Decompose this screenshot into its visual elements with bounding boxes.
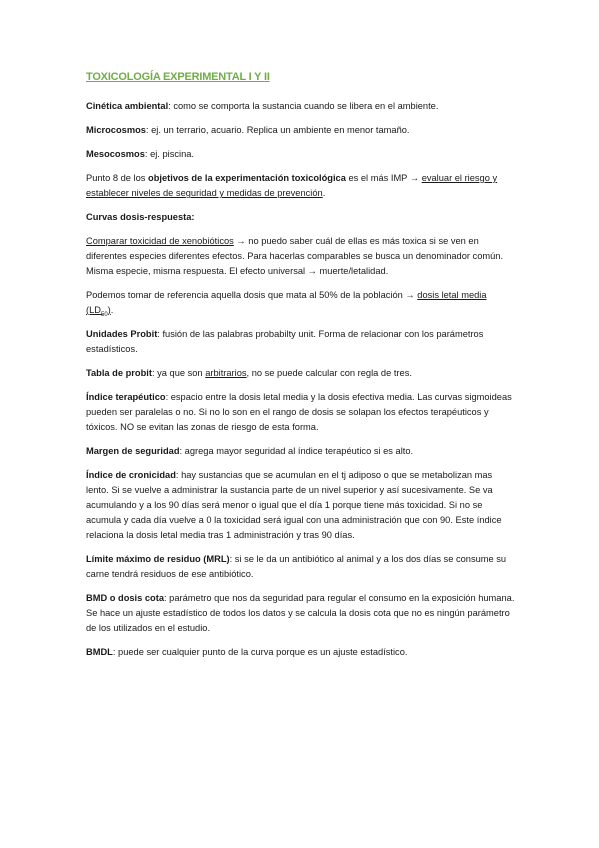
term-cinetica: Cinética ambiental: [86, 101, 169, 111]
underlined-arbitrarios: arbitrarios: [205, 368, 247, 378]
text-probit: : fusión de las palabras probabilty unit. Forma de relacionar con los parámetros estadísticos.: [86, 329, 484, 354]
paragraph-probit: [86, 327, 516, 357]
paragraph-bmdl: [86, 645, 516, 660]
paragraph-mrl: [86, 552, 516, 582]
paragraph-indice: [86, 390, 516, 435]
term-tabla: Tabla de probit: [86, 368, 152, 378]
term-mrl: Límite máximo de residuo (MRL): [86, 554, 230, 564]
text-punto8-end: .: [322, 188, 326, 198]
text-podemos: Podemos tomar de referencia aquella dosis que mata al 50% de la población →: [86, 290, 418, 300]
term-bmd: BMD o dosis cota: [86, 593, 164, 603]
paragraph-podemos: [86, 288, 516, 318]
term-objetivos: objetivos de la experimentación toxicológica: [148, 173, 346, 183]
document-title: TOXICOLOGÍA EXPERIMENTAL I Y II: [86, 71, 270, 83]
paragraph-microcosmos: [86, 123, 516, 138]
text-bmd: : parámetro que nos da seguridad para regular el consumo en la exposición humana. Se hace un ajuste estadístico de todos los datos y se calcula la dosis cota que no es ningún parámetro de los utilizados en el estudio.: [86, 593, 515, 633]
dosis-letal-label: dosis letal media (LD: [86, 290, 487, 315]
paragraph-mesocosmos: [86, 147, 516, 162]
term-mesocosmos: Mesocosmos: [86, 149, 145, 159]
term-bmdl: BMDL: [86, 647, 113, 657]
document-page: [86, 70, 516, 669]
term-microcosmos: Microcosmos: [86, 125, 146, 135]
text-cronicidad: : hay sustancias que se acumulan en el tj adiposo o que se metabolizan mas lento. Si se vuelve a administrar la sustancia parte de un nivel superior y así sucesivamente. Se va acumulando y a los 90 días será menor o igual que el día 1 porque tiene más toxicidad. Si no se acumula y cada día vuelve a 0 la toxicidad será igual con una administración que con 90. Este índice relaciona la dosis letal media tras 1 administración y tras 90 días.: [86, 470, 502, 540]
text-microcosmos: : ej. un terrario, acuario. Replica un ambiente en menor tamaño.: [145, 125, 410, 135]
text-comparar: → no puedo saber cuál de ellas es más toxica si se ven en diferentes especies diferentes efectos. Para hacerlas comparables se busca un denominador común. Misma especie, misma respuesta. El efecto universal → muerte/letalidad.: [86, 236, 504, 276]
text-tabla-pre: : ya que son: [151, 368, 206, 378]
paragraph-bmd: [86, 591, 516, 636]
underlined-comparar: Comparar toxicidad de xenobióticos: [86, 236, 234, 246]
text-cinetica: : como se comporta la sustancia cuando se libera en el ambiente.: [168, 101, 439, 111]
text-indice: : espacio entre la dosis letal media y la dosis efectiva media. Las curvas sigmoideas pueden ser paralelas o no. Si no lo son en el rango de dosis se solapan los efectos terapéuticos y tóxicos. NO se evitan las zonas de riesgo de esta forma.: [86, 392, 512, 432]
paragraph-punto8: [86, 171, 516, 201]
text-margen: : agrega mayor seguridad al índice terapéutico si es alto.: [179, 446, 414, 456]
text-mrl: : si se le da un antibiótico al animal y a los dos días se consume su carne tendrá residuos de ese antibiótico.: [86, 554, 507, 579]
paragraph-cinetica: [86, 99, 516, 114]
term-probit: Unidades Probit: [86, 329, 158, 339]
ld-subscript: 50: [100, 311, 108, 318]
text-punto8-mid: es el más IMP →: [345, 173, 422, 183]
term-cronicidad: Índice de cronicidad: [86, 470, 176, 480]
paragraph-tabla: [86, 366, 516, 381]
paragraph-margen: [86, 444, 516, 459]
term-margen: Margen de seguridad: [86, 446, 180, 456]
term-indice: Índice terapéutico: [86, 392, 166, 402]
dosis-letal-close: ): [107, 305, 111, 315]
text-podemos-end: .: [110, 305, 114, 315]
text-punto8-pre: Punto 8 de los: [86, 173, 149, 183]
paragraph-comparar: [86, 234, 516, 279]
text-bmdl: : puede ser cualquier punto de la curva porque es un ajuste estadístico.: [112, 647, 408, 657]
heading-curvas: Curvas dosis-respuesta:: [86, 212, 195, 222]
underlined-evaluar-riesgo: evaluar el riesgo y establecer niveles de seguridad y medidas de prevención: [86, 173, 498, 198]
text-mesocosmos: : ej. piscina.: [144, 149, 194, 159]
text-tabla-end: , no se puede calcular con regla de tres.: [246, 368, 412, 378]
paragraph-cronicidad: [86, 468, 516, 543]
